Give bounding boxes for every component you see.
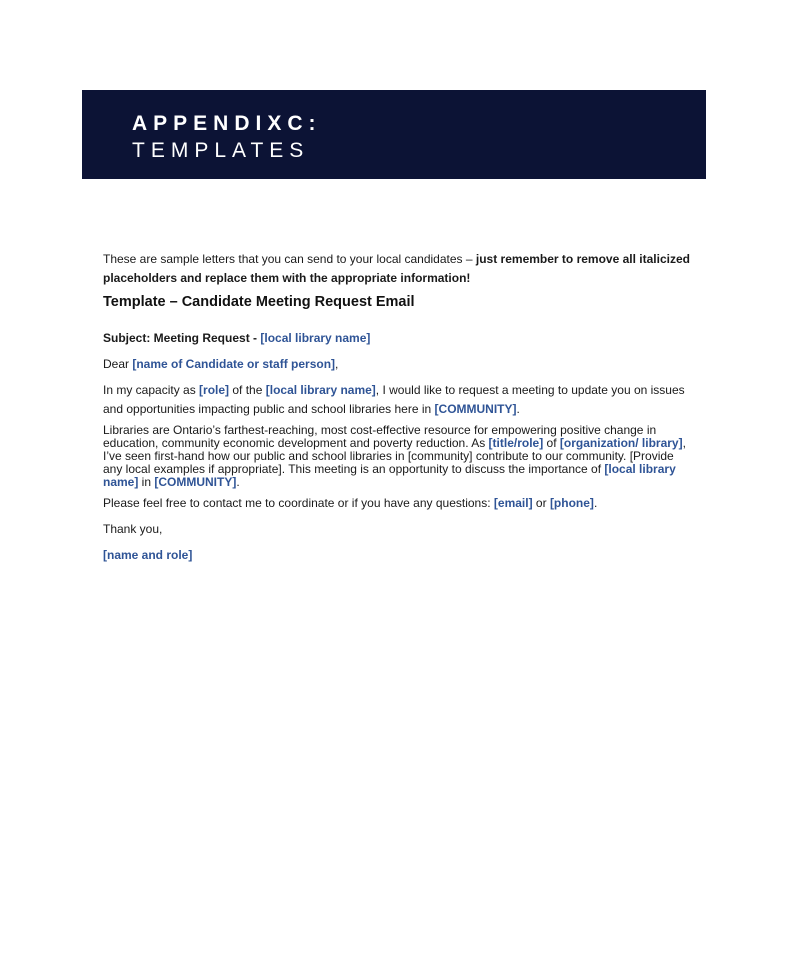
document-body — [103, 250, 693, 565]
intro-paragraph — [103, 250, 693, 288]
para2-placeholder-library: [local library name] — [103, 462, 676, 489]
para2-text-1: Libraries are Ontario’s farthest-reaching, most cost-effective resource for empowering positive change in education, community economic development and poverty reduction. As — [103, 423, 657, 450]
header-banner — [82, 90, 706, 179]
para1-text-4: . — [516, 402, 520, 416]
para1-text-2: of the — [229, 383, 266, 397]
greeting — [103, 355, 693, 374]
signature-placeholder: [name and role] — [103, 548, 193, 562]
paragraph-request — [103, 381, 693, 419]
para2-text-3: , I’ve seen first-hand how our public and school libraries in [community] contribute to our community. [Provide any local examples if appropriate]. This meeting is an opportunity to discuss the importance of — [103, 436, 686, 476]
intro-text: These are sample letters that you can send to your local candidates – — [103, 252, 476, 266]
closing-line: Thank you, — [103, 522, 163, 536]
para2-text-5: . — [236, 475, 240, 489]
para1-placeholder-role: [role] — [199, 383, 230, 397]
subject-label: Subject: Meeting Request - — [103, 331, 261, 345]
para2-text-2: of — [543, 436, 560, 450]
greeting-placeholder: [name of Candidate or staff person] — [132, 357, 336, 371]
para1-text-3: , I would like to request a meeting to update you on issues and opportunities impacting public and school libraries here in — [103, 383, 685, 416]
subject-placeholder: [local library name] — [260, 331, 371, 345]
para1-placeholder-community: [COMMUNITY] — [434, 402, 517, 416]
para2-placeholder-title: [title/role] — [488, 436, 544, 450]
para3-text-2: or — [532, 496, 550, 510]
template-title: Template – Candidate Meeting Request Email — [103, 294, 415, 310]
banner-title-line1: APPENDIXC: — [132, 112, 322, 135]
para3-text-3: . — [593, 496, 598, 510]
intro-instruction: just remember to remove all italicized placeholders and replace them with the appropriate information! — [103, 252, 690, 285]
para3-text-1: Please feel free to contact me to coordinate or if you have any questions: — [103, 496, 494, 510]
para3-placeholder-email: [email] — [493, 496, 533, 510]
paragraph-contact — [103, 494, 693, 513]
para3-placeholder-phone: [phone] — [549, 496, 594, 510]
para2-placeholder-organization: [organization/ library] — [559, 436, 683, 450]
email-subject — [103, 329, 693, 348]
greeting-prefix: Dear — [103, 357, 133, 371]
banner-title-line2: TEMPLATES — [132, 139, 310, 162]
para1-text-1: In my capacity as — [103, 383, 200, 397]
paragraph-libraries — [103, 424, 693, 489]
para2-text-4: in — [138, 475, 155, 489]
para2-placeholder-community: [COMMUNITY] — [154, 475, 237, 489]
greeting-suffix: , — [335, 357, 339, 371]
para1-placeholder-library: [local library name] — [265, 383, 376, 397]
